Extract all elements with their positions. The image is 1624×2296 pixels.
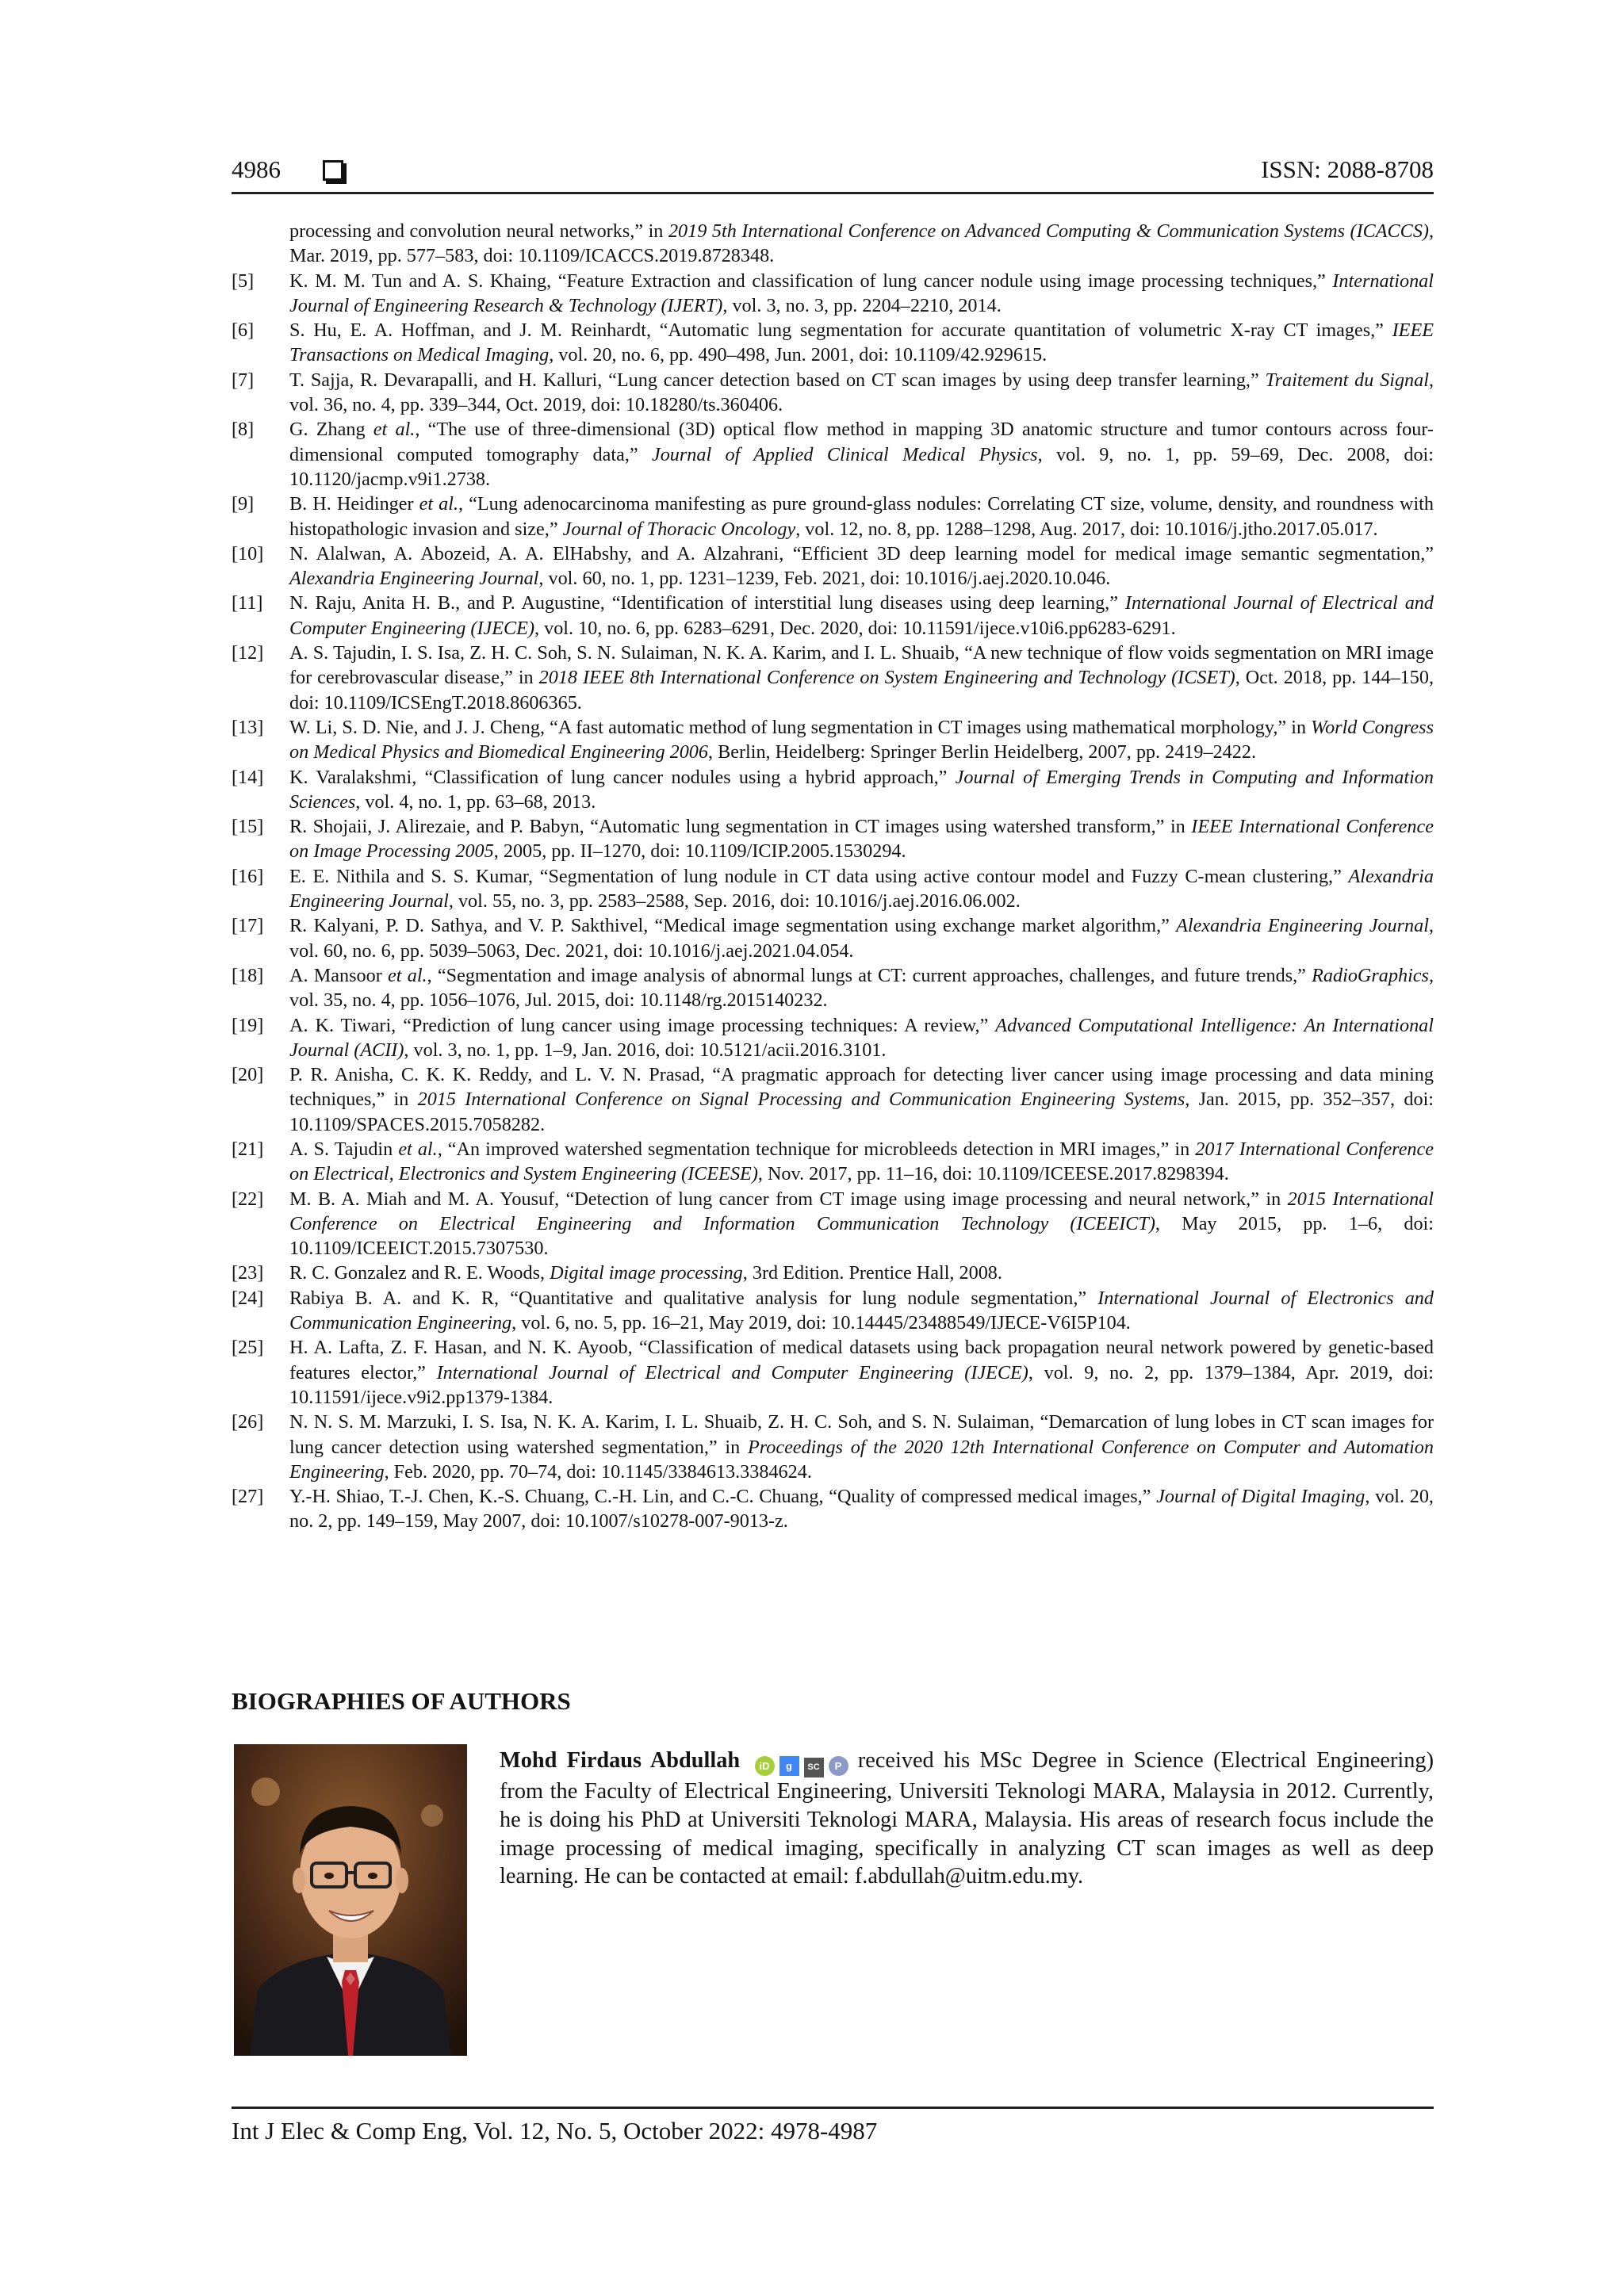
reference-segment: , vol. 9, no. 1, pp. 59–69, Dec. 2008, doi: 10.1120/jacmp.v9i1.2738. (289, 443, 1434, 490)
reference-source: et al. (388, 964, 427, 986)
reference-item (232, 814, 1434, 864)
reference-number: [6] (232, 320, 255, 342)
reference-source: International Journal of Electrical and Computer Engineering (IJECE) (436, 1361, 1028, 1383)
reference-number (232, 219, 289, 269)
reference-text (289, 541, 1434, 591)
reference-segment: , Mar. 2019, pp. 577–583, doi: 10.1109/ICACCS.2019.8728348. (289, 220, 1434, 267)
reference-segment: S. Hu, E. A. Hoffman, and J. M. Reinhardt, “Automatic lung segmentation for accurate quantitation of volumetric X-ray CT images,” (289, 320, 1392, 342)
reference-source: 2015 International Conference on Signal Processing and Communication Engineering Systems (417, 1089, 1185, 1111)
reference-text (289, 1187, 1434, 1261)
reference-segment: , 3rd Edition. Prentice Hall, 2008. (742, 1262, 1002, 1284)
reference-number: [16] (232, 865, 264, 887)
reference-segment: , Oct. 2018, pp. 144–150, doi: 10.1109/ICSEngT.2018.8606365. (289, 667, 1434, 714)
reference-segment: , vol. 36, no. 4, pp. 339–344, Oct. 2019, doi: 10.18280/ts.360406. (289, 369, 1434, 416)
reference-segment: H. A. Lafta, Z. F. Hasan, and N. K. Ayoob, “Classification of medical datasets using back propagation neural network powered by genetic-based features elector,” (289, 1337, 1434, 1383)
page-number: 4986 (232, 155, 281, 183)
reference-number: [21] (232, 1138, 264, 1160)
reference-text (289, 269, 1434, 319)
reference-segment: , “Segmentation and image analysis of abnormal lungs at CT: current approaches, challenges, and future trends,” (427, 964, 1312, 986)
reference-number: [22] (232, 1188, 264, 1210)
reference-source: Journal of Thoracic Oncology (562, 518, 796, 540)
reference-source: 2015 International Conference on Electrical Engineering and Information Communication Technology (ICEEICT) (289, 1188, 1434, 1234)
reference-segment: , vol. 60, no. 6, pp. 5039–5063, Dec. 2021, doi: 10.1016/j.aej.2021.04.054. (289, 915, 1434, 962)
reference-segment: , Berlin, Heidelberg: Springer Berlin Heidelberg, 2007, pp. 2419–2422. (707, 741, 1257, 763)
reference-item (232, 368, 1434, 418)
reference-source: et al. (419, 493, 459, 515)
reference-segment: A. Mansoor (289, 964, 389, 986)
reference-number: [10] (232, 542, 264, 564)
reference-segment: R. Shojaii, J. Alirezaie, and P. Babyn, “Automatic lung segmentation in CT images using watershed transform,” in (289, 816, 1192, 838)
reference-segment: N. N. S. M. Marzuki, I. S. Isa, N. K. A. Karim, I. L. Shuaib, Z. H. C. Soh, and S. N. Sulaiman, “Demarcation of lung lobes in CT scan images for lung cancer detection using watershed segmentation,” in (289, 1411, 1434, 1458)
reference-number: [11] (232, 592, 263, 614)
reference-segment: T. Sajja, R. Devarapalli, and H. Kalluri, “Lung cancer detection based on CT scan images by using deep transfer learning,” (289, 369, 1266, 391)
reference-segment: Y.-H. Shiao, T.-J. Chen, K.-S. Chuang, C.-H. Lin, and C.-C. Chuang, “Quality of compressed medical images,” (289, 1486, 1157, 1508)
reference-segment: K. M. M. Tun and A. S. Khaing, “Feature Extraction and classification of lung cancer nodule using image processing techniques,” (289, 270, 1333, 292)
reference-source: et al. (398, 1138, 438, 1160)
reference-source: International Journal of Engineering Research & Technology (IJERT) (289, 270, 1434, 316)
reference-text (289, 913, 1434, 963)
reference-source: et al. (373, 419, 416, 441)
reference-source: Advanced Computational Intelligence: An International Journal (ACII) (289, 1014, 1434, 1061)
publons-icon[interactable]: P (829, 1756, 848, 1776)
reference-text (289, 765, 1434, 815)
reference-segment: A. K. Tiwari, “Prediction of lung cancer using image processing techniques: A review,” (289, 1014, 996, 1036)
reference-segment: , vol. 35, no. 4, pp. 1056–1076, Jul. 2015, doi: 10.1148/rg.2015140232. (289, 964, 1434, 1012)
author-name: Mohd Firdaus Abdullah (500, 1748, 741, 1773)
reference-segment: N. Raju, Anita H. B., and P. Augustine, “Identification of interstitial lung diseases using deep learning,” (289, 592, 1125, 614)
reference-segment: P. R. Anisha, C. K. K. Reddy, and L. V. N. Prasad, “A pragmatic approach for detecting liver cancer using image processing and data mining techniques,” in (289, 1064, 1434, 1111)
reference-text (289, 814, 1434, 864)
biographies-heading: BIOGRAPHIES OF AUTHORS (232, 1687, 571, 1715)
reference-text (289, 219, 1434, 269)
reference-number: [19] (232, 1014, 264, 1036)
reference-segment: K. Varalakshmi, “Classification of lung cancer nodules using a hybrid approach,” (289, 766, 956, 788)
reference-text (289, 1335, 1434, 1410)
reference-item (232, 963, 1434, 1013)
reference-number: [8] (232, 419, 255, 441)
author-biography (500, 1747, 1434, 1891)
reference-item (232, 1137, 1434, 1187)
reference-segment: R. Kalyani, P. D. Sathya, and V. P. Sakthivel, “Medical image segmentation using exchange market algorithm,” (289, 915, 1177, 937)
reference-text (289, 591, 1434, 641)
reference-segment: G. Zhang (289, 419, 373, 441)
reference-number: [26] (232, 1411, 264, 1433)
reference-segment: , Feb. 2020, pp. 70–74, doi: 10.1145/3384613.3384624. (384, 1460, 812, 1483)
reference-segment: M. B. A. Miah and M. A. Yousuf, “Detection of lung cancer from CT image using image processing and neural network,” in (289, 1188, 1288, 1210)
reference-segment: A. S. Tajudin, I. S. Isa, Z. H. C. Soh, S. N. Sulaiman, N. K. A. Karim, and I. L. Shuaib, “A new technique of flow voids segmentation on MRI image for cerebrovascular disease,” in (289, 642, 1434, 689)
reference-source: Alexandria Engineering Journal (289, 865, 1434, 913)
reference-item (232, 1410, 1434, 1484)
reference-item (232, 913, 1434, 963)
reference-source: World Congress on Medical Physics and Biomedical Engineering 2006 (289, 716, 1434, 763)
reference-source: 2017 International Conference on Electrical, Electronics and System Engineering (ICEESE) (289, 1138, 1434, 1185)
reference-source: IEEE International Conference on Image Processing 2005 (289, 816, 1434, 863)
reference-text (289, 417, 1434, 492)
reference-segment: , vol. 9, no. 2, pp. 1379–1384, Apr. 2019, doi: 10.11591/ijece.v9i2.pp1379-1384. (289, 1361, 1434, 1408)
reference-text (289, 318, 1434, 368)
author-photo (234, 1744, 467, 2056)
reference-number: [7] (232, 369, 255, 391)
reference-number: [18] (232, 964, 264, 986)
reference-text (289, 1137, 1434, 1187)
reference-item (232, 765, 1434, 815)
reference-number: [20] (232, 1064, 264, 1086)
reference-item (232, 1335, 1434, 1410)
reference-item (232, 591, 1434, 641)
reference-item (232, 269, 1434, 319)
reference-item (232, 1013, 1434, 1063)
reference-item (232, 318, 1434, 368)
reference-item (232, 1484, 1434, 1534)
reference-number: [12] (232, 642, 264, 664)
reference-text (289, 1062, 1434, 1137)
reference-segment: , vol. 20, no. 2, pp. 149–159, May 2007, doi: 10.1007/s10278-007-9013-z. (289, 1486, 1434, 1533)
google-scholar-icon[interactable]: g (779, 1756, 799, 1776)
reference-text (289, 1410, 1434, 1484)
reference-source: Alexandria Engineering Journal (1176, 915, 1429, 937)
orcid-icon[interactable]: iD (755, 1756, 775, 1776)
reference-text (289, 963, 1434, 1013)
reference-item (232, 1261, 1434, 1285)
reference-text (289, 715, 1434, 765)
reference-text (289, 1484, 1434, 1534)
reference-source: Proceedings of the 2020 12th International Conference on Computer and Automation Engineering (289, 1436, 1434, 1483)
reference-segment: , vol. 55, no. 3, pp. 2583–2588, Sep. 2016, doi: 10.1016/j.aej.2016.06.002. (448, 890, 1021, 913)
reference-text (289, 641, 1434, 715)
reference-segment: N. Alalwan, A. Abozeid, A. A. ElHabshy, and A. Alzahrani, “Efficient 3D deep learning model for medical image semantic segmentation,” (289, 542, 1434, 564)
reference-item (232, 1286, 1434, 1336)
reference-segment: , “The use of three-dimensional (3D) optical flow method in mapping 3D anatomic structure and tumor contours across four-dimensional computed tomography data,” (289, 419, 1434, 465)
reference-segment: , vol. 20, no. 6, pp. 490–498, Jun. 2001, doi: 10.1109/42.929615. (549, 344, 1048, 366)
reference-text (289, 864, 1434, 914)
reference-segment: , Jan. 2015, pp. 352–357, doi: 10.1109/SPACES.2015.7058282. (289, 1089, 1434, 1135)
reference-segment: , “Lung adenocarcinoma manifesting as pure ground-glass nodules: Correlating CT size, volume, density, and roundness with histopathologic invasion and size,” (289, 493, 1434, 540)
reference-number: [25] (232, 1337, 264, 1359)
reference-text (289, 368, 1434, 418)
reference-source: IEEE Transactions on Medical Imaging (289, 320, 1434, 366)
reference-text (289, 1013, 1434, 1063)
reference-segment: , May 2015, pp. 1–6, doi: 10.1109/ICEEICT.2015.7307530. (289, 1212, 1434, 1260)
reference-segment: , “An improved watershed segmentation technique for microbleeds detection in MRI images,” in (437, 1138, 1196, 1160)
reference-segment: E. E. Nithila and S. S. Kumar, “Segmentation of lung nodule in CT data using active contour model and Fuzzy C-mean clustering,” (289, 865, 1349, 887)
reference-number: [17] (232, 915, 264, 937)
reference-segment: , vol. 10, no. 6, pp. 6283–6291, Dec. 2020, doi: 10.11591/ijece.v10i6.pp6283-6291. (534, 617, 1176, 639)
reference-source: Journal of Digital Imaging (1156, 1486, 1365, 1508)
reference-text (289, 1261, 1434, 1285)
reference-segment: , vol. 3, no. 1, pp. 1–9, Jan. 2016, doi: 10.5121/acii.2016.3101. (404, 1039, 887, 1061)
reference-source: International Journal of Electrical and Computer Engineering (IJECE) (289, 592, 1434, 639)
reference-segment: , vol. 6, no. 5, pp. 16–21, May 2019, doi: 10.14445/23488549/IJECE-V6I5P104. (511, 1312, 1131, 1334)
reference-number: [27] (232, 1486, 264, 1508)
reference-source: International Journal of Electronics and Communication Engineering (289, 1287, 1434, 1334)
reference-item (232, 864, 1434, 914)
reference-text (289, 492, 1434, 541)
reference-number: [24] (232, 1287, 264, 1309)
reference-number: [14] (232, 766, 264, 788)
reference-segment: Rabiya B. A. and K. R, “Quantitative and qualitative analysis for lung nodule segmentation,” (289, 1287, 1098, 1309)
reference-number: [23] (232, 1262, 264, 1284)
biography-text: received his MSc Degree in Science (Electrical Engineering) from the Faculty of Electrical Engineering, Universiti Teknologi MARA, Malaysia in 2012. Currently, he is doing his PhD at Universiti Teknologi MARA, Malaysia. His areas of research focus include the image processing of medical imaging, specifically in analyzing CT scan images as well as deep learning. He can be contacted at email: f.abdullah@uitm.edu.my. (500, 1748, 1434, 1889)
reference-source: Journal of Emerging Trends in Computing and Information Sciences (289, 766, 1434, 813)
checkbox-icon (323, 160, 343, 181)
reference-item (232, 541, 1434, 591)
reference-source: RadioGraphics (1312, 964, 1429, 986)
reference-number: [13] (232, 716, 264, 738)
reference-item (232, 1062, 1434, 1137)
scopus-icon[interactable]: SC (804, 1758, 824, 1777)
reference-item (232, 417, 1434, 492)
reference-item (232, 492, 1434, 541)
reference-segment: , vol. 60, no. 1, pp. 1231–1239, Feb. 2021, doi: 10.1016/j.aej.2020.10.046. (538, 568, 1111, 590)
page-header (232, 155, 1434, 194)
reference-number: [9] (232, 493, 255, 515)
reference-source: 2018 IEEE 8th International Conference on System Engineering and Technology (ICSET) (538, 667, 1235, 689)
reference-segment: , Nov. 2017, pp. 11–16, doi: 10.1109/ICEESE.2017.8298394. (757, 1163, 1229, 1185)
reference-text (289, 1286, 1434, 1336)
reference-segment: , vol. 12, no. 8, pp. 1288–1298, Aug. 2017, doi: 10.1016/j.jtho.2017.05.017. (795, 518, 1378, 540)
reference-segment: W. Li, S. D. Nie, and J. J. Cheng, “A fast automatic method of lung segmentation in CT images using mathematical morphology,” in (289, 716, 1312, 738)
reference-number: [15] (232, 816, 264, 838)
reference-segment: , vol. 4, no. 1, pp. 63–68, 2013. (355, 790, 596, 813)
reference-source: 2019 5th International Conference on Advanced Computing & Communication Systems (ICACCS) (668, 220, 1429, 242)
reference-item (232, 641, 1434, 715)
reference-item (232, 219, 1434, 269)
reference-segment: , vol. 3, no. 3, pp. 2204–2210, 2014. (722, 294, 1002, 316)
reference-item (232, 715, 1434, 765)
reference-number: [5] (232, 270, 255, 292)
reference-segment: processing and convolution neural networks,” in (289, 220, 668, 242)
reference-list (232, 219, 1434, 1534)
reference-segment: B. H. Heidinger (289, 493, 419, 515)
reference-source: Digital image processing (550, 1262, 743, 1284)
page-footer: Int J Elec & Comp Eng, Vol. 12, No. 5, October 2022: 4978-4987 (232, 2107, 1434, 2145)
reference-source: Alexandria Engineering Journal (289, 568, 539, 590)
issn-label: ISSN: 2088-8708 (1261, 155, 1434, 183)
reference-item (232, 1187, 1434, 1261)
reference-segment: R. C. Gonzalez and R. E. Woods, (289, 1262, 550, 1284)
reference-source: Traitement du Signal (1265, 369, 1429, 391)
reference-segment: , 2005, pp. II–1270, doi: 10.1109/ICIP.2005.1530294. (493, 840, 906, 863)
reference-source: Journal of Applied Clinical Medical Physics (651, 443, 1038, 465)
reference-segment: A. S. Tajudin (289, 1138, 399, 1160)
